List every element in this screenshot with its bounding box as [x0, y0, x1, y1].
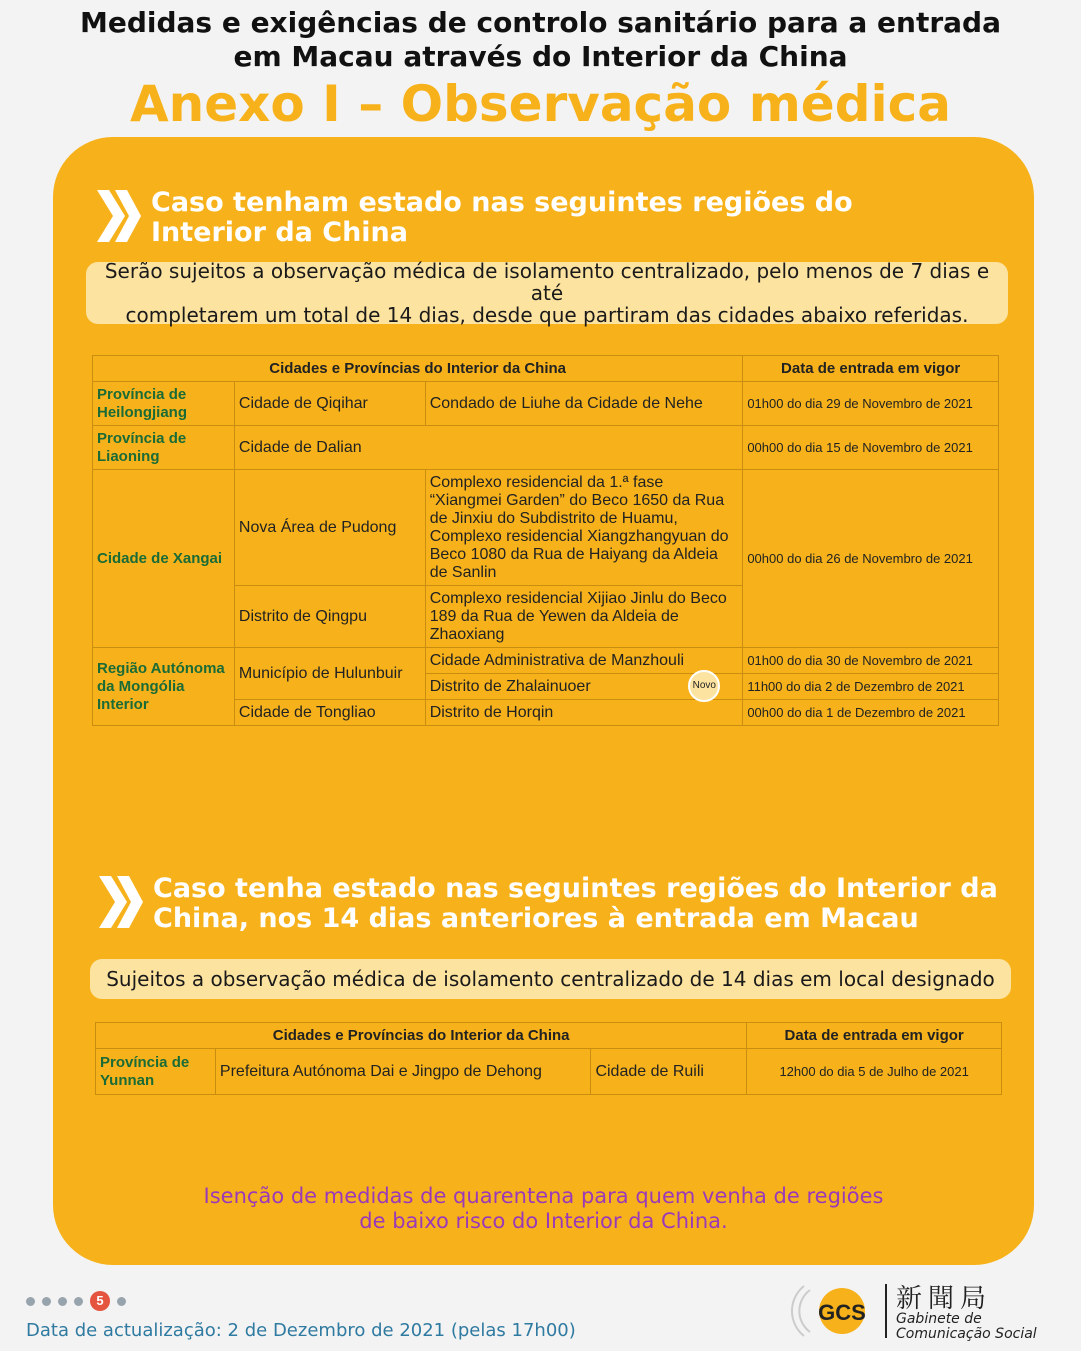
gcs-logo [790, 1278, 1065, 1344]
area-horqin: Distrito de Horqin [425, 700, 743, 726]
title-line-2: em Macau através do Interior da China [233, 40, 848, 73]
title-line-1: Medidas e exigências de controlo sanitário para a entrada [79, 6, 1001, 39]
annex-title: Anexo I – Observação médica [129, 75, 952, 133]
section1-heading-line2: Interior da China [151, 217, 409, 248]
province-xangai: Cidade de Xangai [93, 470, 235, 648]
province-mongolia: Região Autónoma da Mongólia Interior [93, 648, 235, 726]
section1-note [86, 259, 1008, 327]
page-dot[interactable] [58, 1297, 67, 1306]
city-hulunbuir: Município de Hulunbuir [234, 648, 425, 700]
city-tongliao: Cidade de Tongliao [234, 700, 425, 726]
page-title [0, 6, 1081, 74]
column-header-date: Data de entrada em vigor [743, 356, 999, 382]
exemption-line1: Isenção de medidas de quarentena para quem venha de regiões [203, 1184, 884, 1208]
city-qingpu: Distrito de Qingpu [234, 586, 425, 648]
page-indicator [26, 1291, 133, 1311]
city-dalian: Cidade de Dalian [234, 426, 742, 470]
logo-pt-line1: Gabinete de [896, 1311, 982, 1327]
province-liaoning: Província de Liaoning [93, 426, 235, 470]
section1-note-line1: Serão sujeitos a observação médica de isolamento centralizado, pelo menos de 7 dias e até [104, 259, 990, 305]
page-dot[interactable] [42, 1297, 51, 1306]
section1-heading-line1: Caso tenham estado nas seguintes regiões do [151, 187, 853, 218]
current-page-dot[interactable]: 5 [90, 1291, 110, 1311]
section1-note-line2: completarem um total de 14 dias, desde que partiram das cidades abaixo referidas. [125, 303, 969, 327]
page-dot[interactable] [26, 1297, 35, 1306]
area-zhalainuoer [425, 674, 743, 700]
date-manzhouli: 01h00 do dia 30 de Novembro de 2021 [743, 648, 999, 674]
area-pudong: Complexo residencial da 1.ª fase “Xiangmei Garden” do Beco 1650 da Rua de Jinxiu do Subdistrito de Huamu, Complexo residencial Xiangzhangyuan do Beco 1080 da Rua de Haiyang da Aldeia de Sanlin [425, 470, 743, 586]
logo-chinese-name: 新聞局 [896, 1284, 993, 1314]
update-date: Data de actualização: 2 de Dezembro de 2021 (pelas 17h00) [26, 1320, 576, 1341]
date-liaoning: 00h00 do dia 15 de Novembro de 2021 [743, 426, 999, 470]
double-chevron-icon [97, 874, 145, 930]
section2-note: Sujeitos a observação médica de isolamento centralizado de 14 dias em local designado [90, 959, 1011, 999]
prefecture-dehong: Prefeitura Autónoma Dai e Jingpo de Dehong [215, 1049, 591, 1095]
column-header-region: Cidades e Províncias do Interior da China [96, 1023, 747, 1049]
area-zhalainuoer-label: Distrito de Zhalainuoer [429, 677, 591, 695]
section2-heading-line2: China, nos 14 dias anteriores à entrada em Macau [153, 903, 919, 934]
province-heilongjiang: Província de Heilongjiang [93, 382, 235, 426]
date-ruili: 12h00 do dia 5 de Julho de 2021 [747, 1049, 1002, 1095]
table-row [96, 1049, 1002, 1095]
city-pudong: Nova Área de Pudong [234, 470, 425, 586]
double-chevron-icon [95, 188, 143, 244]
area-manzhouli: Cidade Administrativa de Manzhouli [425, 648, 743, 674]
date-horqin: 00h00 do dia 1 de Dezembro de 2021 [743, 700, 999, 726]
date-zhalainuoer: 11h00 do dia 2 de Dezembro de 2021 [743, 674, 999, 700]
city-qiqihar: Cidade de Qiqihar [234, 382, 425, 426]
section2-table [95, 1022, 1002, 1095]
date-xangai: 00h00 do dia 26 de Novembro de 2021 [743, 470, 999, 648]
exemption-note [53, 1184, 1034, 1234]
new-badge: Novo [688, 670, 720, 702]
table-row [93, 382, 999, 426]
section2-heading-line1: Caso tenha estado nas seguintes regiões do Interior da [153, 873, 998, 904]
page-dot[interactable] [74, 1297, 83, 1306]
table-row [93, 426, 999, 470]
exemption-line2: de baixo risco do Interior da China. [359, 1209, 728, 1233]
area-liuhe: Condado de Liuhe da Cidade de Nehe [425, 382, 743, 426]
section2-heading [97, 874, 998, 934]
date-heilongjiang: 01h00 do dia 29 de Novembro de 2021 [743, 382, 999, 426]
logo-pt-line2: Comunicação Social [896, 1326, 1037, 1342]
gcs-logo-letters: GCS [818, 1300, 866, 1325]
city-ruili: Cidade de Ruili [591, 1049, 747, 1095]
gcs-logo-mark [790, 1278, 890, 1344]
province-yunnan: Província de Yunnan [96, 1049, 216, 1095]
section1-heading [95, 188, 853, 248]
table-row [93, 648, 999, 674]
table-row [93, 470, 999, 586]
column-header-region: Cidades e Províncias do Interior da China [93, 356, 743, 382]
logo-portuguese-name [896, 1312, 1037, 1342]
area-qingpu: Complexo residencial Xijiao Jinlu do Beco 189 da Rua de Yewen da Aldeia de Zhaoxiang [425, 586, 743, 648]
section1-table [92, 355, 999, 726]
column-header-date: Data de entrada em vigor [747, 1023, 1002, 1049]
page-dot[interactable] [117, 1297, 126, 1306]
